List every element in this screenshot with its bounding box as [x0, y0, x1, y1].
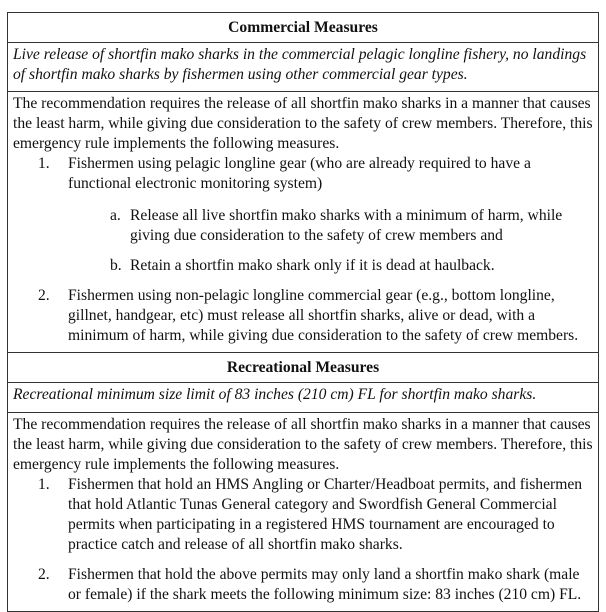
commercial-item-1-sublist	[68, 206, 593, 276]
list-item-text: Fishermen using pelagic longline gear (who are already required to have a functional electronic monitoring system)	[68, 155, 531, 192]
recreational-item-2	[13, 565, 593, 605]
list-marker: a.	[110, 207, 121, 224]
recreational-summary-row	[8, 383, 599, 413]
list-marker: 2.	[38, 566, 50, 583]
commercial-intro-paragraph: The recommendation requires the release of all shortfin mako sharks in a manner that causes the least harm, while giving due consideration to the safety of crew members. Therefore, this emergency rule implements the following measures.	[13, 95, 593, 152]
recreational-measures-list	[13, 475, 593, 605]
commercial-item-1b	[13, 256, 593, 276]
commercial-header-row	[8, 13, 599, 43]
recreational-summary-text: Recreational minimum size limit of 83 inches (210 cm) FL for shortfin mako sharks.	[8, 383, 599, 413]
commercial-item-2	[13, 286, 593, 346]
recreational-intro-paragraph: The recommendation requires the release of all shortfin mako sharks in a manner that causes the least harm, while giving due consideration to the safety of crew members. Therefore, this emergency rule implements the following measures.	[13, 416, 593, 473]
commercial-body-cell	[8, 92, 599, 353]
measures-table	[7, 12, 599, 612]
list-marker: 2.	[38, 287, 50, 304]
list-marker: b.	[110, 257, 122, 274]
recreational-header-row	[8, 353, 599, 383]
recreational-body-cell	[8, 413, 599, 612]
list-item-text: Fishermen that hold the above permits may only land a shortfin mako shark (male or female) if the shark meets the following minimum size: 83 inches (210 cm) FL.	[68, 566, 582, 603]
commercial-body-row	[8, 92, 599, 353]
recreational-item-1	[13, 475, 593, 555]
commercial-summary-row	[8, 43, 599, 92]
commercial-item-1	[13, 154, 593, 276]
list-item-text: Fishermen using non-pelagic longline commercial gear (e.g., bottom longline, gillnet, handgear, etc) must release all shortfin sharks, alive or dead, with a minimum of harm, while giving due consideration to the safety of crew members.	[68, 287, 579, 344]
commercial-item-1a	[13, 206, 593, 246]
list-item-text: Release all live shortfin mako sharks with a minimum of harm, while giving due consideration to the safety of crew members and	[130, 207, 563, 244]
commercial-summary-text: Live release of shortfin mako sharks in the commercial pelagic longline fishery, no landings of shortfin mako sharks by fishermen using other commercial gear types.	[8, 43, 599, 92]
commercial-measures-list	[13, 154, 593, 346]
list-item-text: Fishermen that hold an HMS Angling or Charter/Headboat permits, and fishermen that hold Atlantic Tunas General category and Swordfish General Commercial permits when participating in a registered HMS tournament are encouraged to practice catch and release of all shortfin mako sharks.	[68, 476, 583, 553]
commercial-measures-heading: Commercial Measures	[8, 13, 599, 43]
recreational-measures-heading: Recreational Measures	[8, 353, 599, 383]
recreational-body-row	[8, 413, 599, 612]
list-item-text: Retain a shortfin mako shark only if it is dead at haulback.	[130, 257, 495, 274]
list-marker: 1.	[38, 155, 50, 172]
list-marker: 1.	[38, 476, 50, 493]
